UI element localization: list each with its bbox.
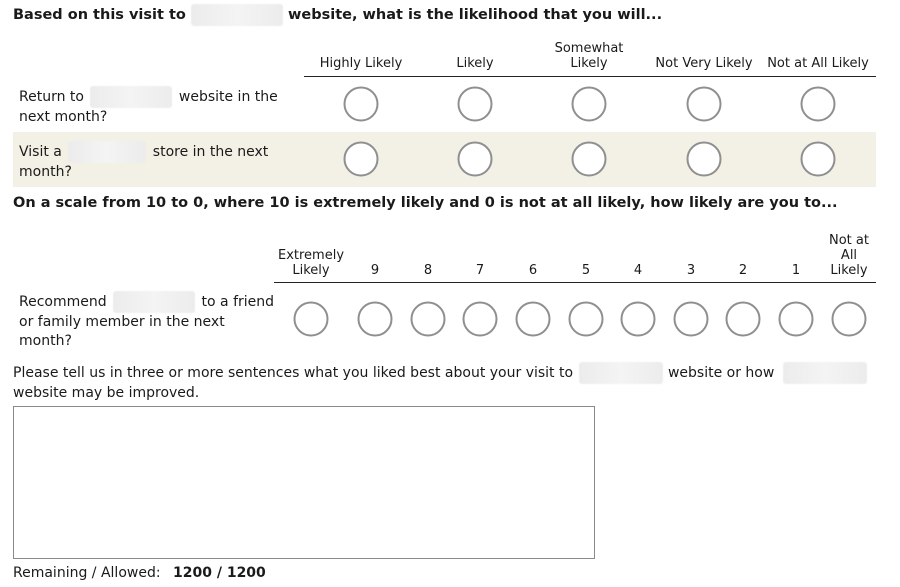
row-label-text: website in the <box>178 89 278 105</box>
question-3-prompt-text: website or how <box>667 365 775 381</box>
character-counter-label: Remaining / Allowed: <box>13 565 161 581</box>
question-3-prompt-text: website may be improved. <box>13 385 200 401</box>
redacted-brand-name <box>783 362 867 384</box>
radio-recommend-2[interactable] <box>726 302 761 337</box>
radio-visit-highly-likely[interactable] <box>344 142 379 177</box>
radio-return-not-very-likely[interactable] <box>687 87 722 122</box>
radio-recommend-0[interactable] <box>832 302 867 337</box>
row-label-recommend <box>19 291 274 351</box>
radio-visit-not-very-likely[interactable] <box>687 142 722 177</box>
question-1-heading-end: website, what is the likelihood that you will... <box>288 7 663 23</box>
character-counter <box>13 565 266 581</box>
radio-return-likely[interactable] <box>458 87 493 122</box>
scale-header-8: 8 <box>423 263 433 278</box>
scale-header-extremely-likely: Extremely Likely <box>277 248 345 278</box>
redacted-brand-name <box>191 4 283 26</box>
radio-recommend-6[interactable] <box>516 302 551 337</box>
column-header-somewhat-likely: Somewhat Likely <box>554 41 624 71</box>
row-label-text: Recommend <box>19 294 107 310</box>
row-label-text: next month? <box>19 109 108 125</box>
row-label-text: Visit a <box>19 144 62 160</box>
column-header-likely: Likely <box>456 56 494 71</box>
radio-recommend-10[interactable] <box>294 302 329 337</box>
scale-header-1: 1 <box>791 263 801 278</box>
radio-visit-likely[interactable] <box>458 142 493 177</box>
scale-header-5: 5 <box>581 263 591 278</box>
scale-header-divider <box>274 282 876 283</box>
scale-header-not-at-all-likely: Not at All Likely <box>829 233 869 278</box>
radio-recommend-1[interactable] <box>779 302 814 337</box>
row-label-text: month? <box>19 333 72 349</box>
row-label-text: to a friend <box>201 294 275 310</box>
row-label-return-to-website <box>19 86 278 127</box>
radio-return-somewhat-likely[interactable] <box>572 87 607 122</box>
radio-recommend-5[interactable] <box>569 302 604 337</box>
row-label-visit-store <box>19 141 268 182</box>
scale-header-6: 6 <box>528 263 538 278</box>
scale-header-7: 7 <box>475 263 485 278</box>
question-3-prompt-text: Please tell us in three or more sentences what you liked best about your visit to <box>13 365 574 381</box>
radio-recommend-8[interactable] <box>411 302 446 337</box>
redacted-brand-name <box>113 291 195 313</box>
redacted-brand-name <box>68 141 146 163</box>
radio-visit-not-at-all-likely[interactable] <box>801 142 836 177</box>
row-label-text: store in the next <box>152 144 269 160</box>
row-label-text: or family member in the next <box>19 314 225 330</box>
question-1-heading <box>13 4 662 26</box>
question-3-prompt <box>13 362 873 403</box>
radio-recommend-7[interactable] <box>463 302 498 337</box>
scale-header-2: 2 <box>738 263 748 278</box>
row-label-text: Return to <box>19 89 84 105</box>
feedback-textarea[interactable] <box>13 406 595 559</box>
question-2-heading: On a scale from 10 to 0, where 10 is extremely likely and 0 is not at all likely, how likely are you to... <box>13 195 838 211</box>
redacted-brand-name <box>579 362 663 384</box>
radio-return-highly-likely[interactable] <box>344 87 379 122</box>
column-header-highly-likely: Highly Likely <box>319 56 403 71</box>
radio-visit-somewhat-likely[interactable] <box>572 142 607 177</box>
radio-return-not-at-all-likely[interactable] <box>801 87 836 122</box>
redacted-brand-name <box>90 86 172 108</box>
question-1-heading-start: Based on this visit to <box>13 7 186 23</box>
column-header-not-at-all-likely: Not at All Likely <box>767 56 869 71</box>
radio-recommend-3[interactable] <box>674 302 709 337</box>
scale-header-3: 3 <box>686 263 696 278</box>
character-counter-value: 1200 / 1200 <box>173 565 266 581</box>
row-label-text: month? <box>19 164 72 180</box>
column-header-divider <box>304 76 876 77</box>
column-header-not-very-likely: Not Very Likely <box>655 56 753 71</box>
radio-recommend-9[interactable] <box>358 302 393 337</box>
scale-header-9: 9 <box>370 263 380 278</box>
scale-header-4: 4 <box>633 263 643 278</box>
radio-recommend-4[interactable] <box>621 302 656 337</box>
